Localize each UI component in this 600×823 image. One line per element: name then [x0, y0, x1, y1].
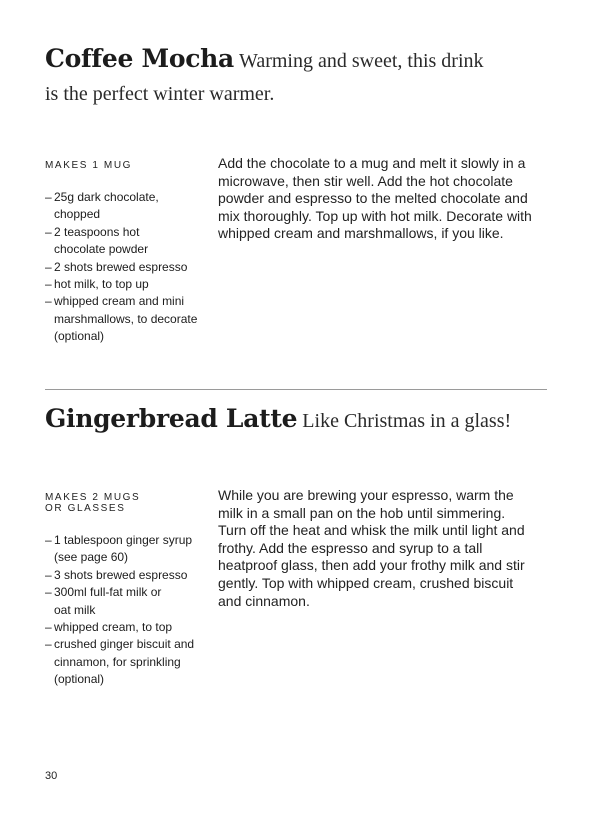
bullet-dash: – [45, 567, 52, 582]
ingredient-text: (optional) [54, 329, 105, 344]
ingredient-item [45, 584, 210, 619]
ingredient-item [45, 636, 210, 688]
page-number: 30 [45, 770, 58, 782]
ingredient-text: (see page 60) [54, 550, 129, 565]
bullet-dash: – [45, 190, 52, 204]
ingredient-text: chocolate powder [54, 242, 149, 257]
bullet-dash: – [45, 259, 52, 274]
ingredient-text: 300ml full-fat milk or [54, 585, 162, 600]
ingredient-list [45, 532, 210, 689]
section-divider [45, 389, 547, 390]
makes-label [45, 492, 210, 514]
ingredient-text: cinnamon, for sprinkling [54, 654, 181, 669]
ingredient-text: crushed ginger biscuit and [54, 637, 195, 652]
ingredient-text: chopped [54, 207, 101, 222]
ingredient-text: 1 tablespoon ginger syrup [54, 533, 193, 547]
recipe-title: Gingerbread Latte [45, 404, 298, 433]
ingredient-text: whipped cream, to top [54, 620, 173, 635]
ingredient-item [45, 619, 210, 636]
ingredient-item [45, 259, 210, 276]
ingredient-item [45, 276, 210, 293]
recipe-heading [45, 42, 547, 111]
ingredient-item [45, 293, 210, 345]
bullet-dash: – [45, 620, 52, 635]
ingredient-text: marshmallows, to decorate [54, 311, 198, 326]
ingredient-text: whipped cream and mini [54, 294, 185, 309]
bullet-dash: – [45, 294, 52, 309]
bullet-dash: – [45, 533, 52, 547]
ingredient-text: 3 shots brewed espresso [54, 567, 188, 582]
bullet-dash: – [45, 224, 52, 239]
ingredient-text: 25g dark chocolate, [54, 190, 159, 204]
recipe-tagline-line-1: Like Christmas in a glass! [302, 410, 512, 432]
ingredient-text: (optional) [54, 672, 105, 687]
makes-label-line-1: MAKES 2 MUGS [45, 492, 141, 503]
ingredient-item [45, 189, 210, 224]
bullet-dash: – [45, 637, 52, 652]
recipe-tagline-line-2: is the perfect winter warmer. [45, 83, 275, 105]
recipe-tagline-line-1: Warming and sweet, this drink [239, 50, 484, 72]
recipe-gingerbread-latte [45, 402, 547, 687]
recipe-heading [45, 402, 547, 438]
makes-label-line-2: OR GLASSES [45, 503, 126, 514]
makes-label-line-1: MAKES 1 MUG [45, 160, 133, 171]
ingredient-text: 2 teaspoons hot [54, 224, 140, 239]
ingredient-item [45, 567, 210, 584]
recipe-coffee-mocha [45, 42, 547, 344]
ingredient-text: oat milk [54, 602, 96, 617]
ingredients-column [45, 160, 210, 346]
ingredient-item [45, 532, 210, 567]
bullet-dash: – [45, 585, 52, 600]
recipe-title: Coffee Mocha [45, 44, 234, 73]
ingredient-list [45, 189, 210, 346]
ingredient-text: hot milk, to top up [54, 277, 149, 292]
method-text: Add the chocolate to a mug and melt it slowly in a microwave, then stir well. Add the hot chocolate powder and espresso to the melted chocolate and mix thoroughly. Top up with hot milk. Decorate with whipped cream and marshmallows, if you like. [218, 155, 532, 242]
makes-label [45, 160, 210, 171]
ingredient-item [45, 224, 210, 259]
method-text: While you are brewing your espresso, warm the milk in a small pan on the hob until simmering. Turn off the heat and whisk the milk until light and frothy. Add the espresso and syrup to a tall heatproof glass, then add your frothy milk and stir gently. Top with whipped cream, crushed biscuit and cinnamon. [218, 487, 525, 609]
ingredients-column [45, 492, 210, 689]
bullet-dash: – [45, 277, 52, 292]
ingredient-text: 2 shots brewed espresso [54, 259, 188, 274]
